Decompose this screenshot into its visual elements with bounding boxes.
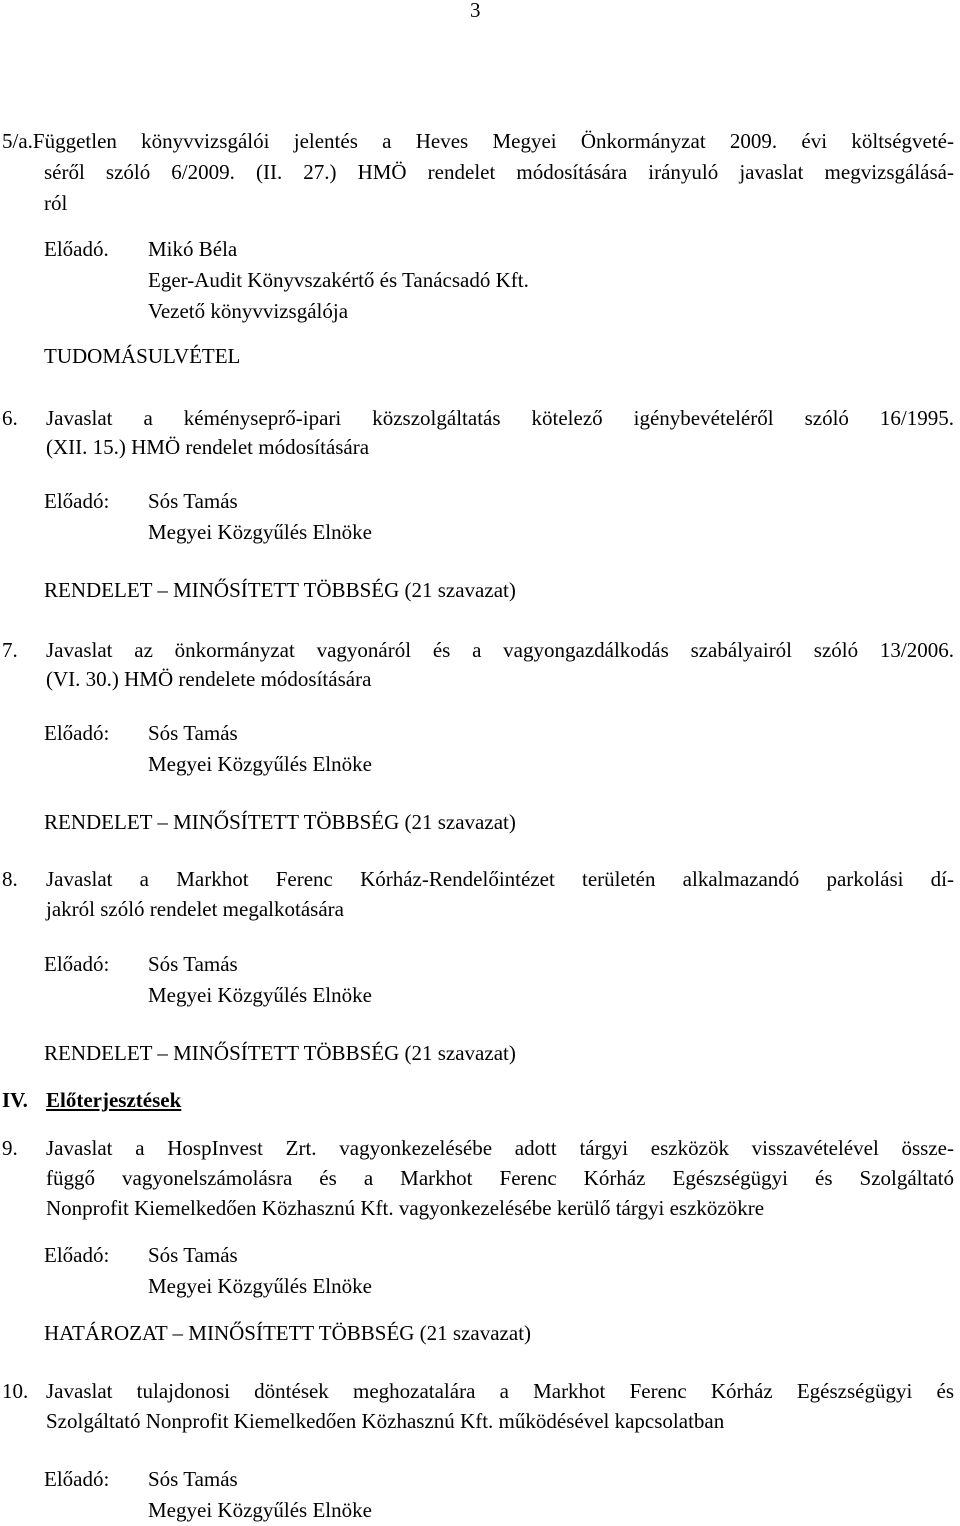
presenter-role: Megyei Közgyűlés Elnöke	[148, 983, 372, 1007]
item-5a-line-1: 5/a.Független könyvvizsgálói jelentés a Heves Megyei Önkormányzat 2009. évi költségveté-	[2, 129, 954, 153]
presenter-label: Előadó:	[44, 952, 110, 976]
item-10-presenter	[44, 1464, 944, 1522]
item-9-line-3: Nonprofit Kiemelkedően Közhasznú Kft. vagyonkezelésébe kerülő tárgyi eszközökre	[46, 1196, 765, 1220]
presenter-name: Mikó Béla	[148, 237, 238, 261]
item-5a-presenter	[44, 234, 944, 327]
presenter-label: Előadó:	[44, 489, 110, 513]
item-6-number: 6.	[2, 406, 18, 430]
page-number: 3	[470, 0, 481, 22]
item-6-line-2: (XII. 15.) HMÖ rendelet módosítására	[46, 435, 370, 459]
agenda-item-10	[2, 1378, 954, 1438]
item-8-number: 8.	[2, 867, 18, 891]
item-6-outcome: RENDELET – MINŐSÍTETT TÖBBSÉG (21 szavazat)	[44, 578, 516, 602]
presenter-organization: Eger-Audit Könyvszakértő és Tanácsadó Kft.	[148, 268, 529, 292]
presenter-name: Sós Tamás	[148, 721, 238, 745]
item-9-presenter	[44, 1240, 944, 1302]
item-7-line-2: (VI. 30.) HMÖ rendelete módosítására	[46, 667, 372, 691]
item-6-line-1: Javaslat a kéményseprő-ipari közszolgáltatás kötelező igénybevételéről szóló 16/1995.	[46, 406, 954, 430]
agenda-item-8	[2, 866, 954, 926]
presenter-label: Előadó:	[44, 1467, 110, 1491]
presenter-name: Sós Tamás	[148, 1243, 238, 1267]
presenter-role: Vezető könyvvizsgálója	[148, 299, 349, 323]
presenter-label: Előadó.	[44, 237, 109, 261]
item-8-outcome: RENDELET – MINŐSÍTETT TÖBBSÉG (21 szavazat)	[44, 1041, 516, 1065]
item-6-presenter	[44, 486, 944, 548]
section-title: Előterjesztések	[46, 1088, 182, 1112]
presenter-role: Megyei Közgyűlés Elnöke	[148, 1274, 372, 1298]
presenter-role: Megyei Közgyűlés Elnöke	[148, 1498, 372, 1522]
item-8-line-1: Javaslat a Markhot Ferenc Kórház-Rendelőintézet területén alkalmazandó parkolási dí-	[46, 867, 954, 891]
section-number: IV.	[2, 1088, 28, 1112]
agenda-item-9	[2, 1135, 954, 1225]
item-10-number: 10.	[2, 1379, 29, 1403]
item-10-line-2: Szolgáltató Nonprofit Kiemelkedően Közhasznú Kft. működésével kapcsolatban	[46, 1409, 725, 1433]
presenter-name: Sós Tamás	[148, 489, 238, 513]
item-7-line-1: Javaslat az önkormányzat vagyonáról és a vagyongazdálkodás szabályairól szóló 13/2006.	[46, 638, 954, 662]
item-7-number: 7.	[2, 638, 18, 662]
item-10-line-1: Javaslat tulajdonosi döntések meghozatalára a Markhot Ferenc Kórház Egészségügyi és	[46, 1379, 954, 1403]
agenda-item-7	[2, 637, 954, 697]
item-5a-line-2: séről szóló 6/2009. (II. 27.) HMÖ rendelet módosítására irányuló javaslat megvizsgálásá-	[44, 160, 954, 184]
item-5a-line-3: ról	[44, 191, 68, 215]
presenter-role: Megyei Közgyűlés Elnöke	[148, 520, 372, 544]
agenda-item-6	[2, 405, 954, 465]
item-5a-outcome: TUDOMÁSULVÉTEL	[44, 344, 241, 368]
item-7-presenter	[44, 718, 944, 780]
item-7-outcome: RENDELET – MINŐSÍTETT TÖBBSÉG (21 szavazat)	[44, 810, 516, 834]
item-9-outcome: HATÁROZAT – MINŐSÍTETT TÖBBSÉG (21 szavazat)	[44, 1321, 532, 1345]
item-8-presenter	[44, 949, 944, 1011]
presenter-role: Megyei Közgyűlés Elnöke	[148, 752, 372, 776]
item-8-line-2: jakról szóló rendelet megalkotására	[46, 897, 344, 921]
presenter-name: Sós Tamás	[148, 1467, 238, 1491]
item-9-line-2: függő vagyonelszámolásra és a Markhot Ferenc Kórház Egészségügyi és Szolgáltató	[46, 1166, 954, 1190]
item-9-number: 9.	[2, 1136, 18, 1160]
presenter-name: Sós Tamás	[148, 952, 238, 976]
presenter-label: Előadó:	[44, 1243, 110, 1267]
item-9-line-1: Javaslat a HospInvest Zrt. vagyonkezelésébe adott tárgyi eszközök visszavételével össze-	[46, 1136, 954, 1160]
section-heading	[2, 1087, 402, 1115]
presenter-label: Előadó:	[44, 721, 110, 745]
